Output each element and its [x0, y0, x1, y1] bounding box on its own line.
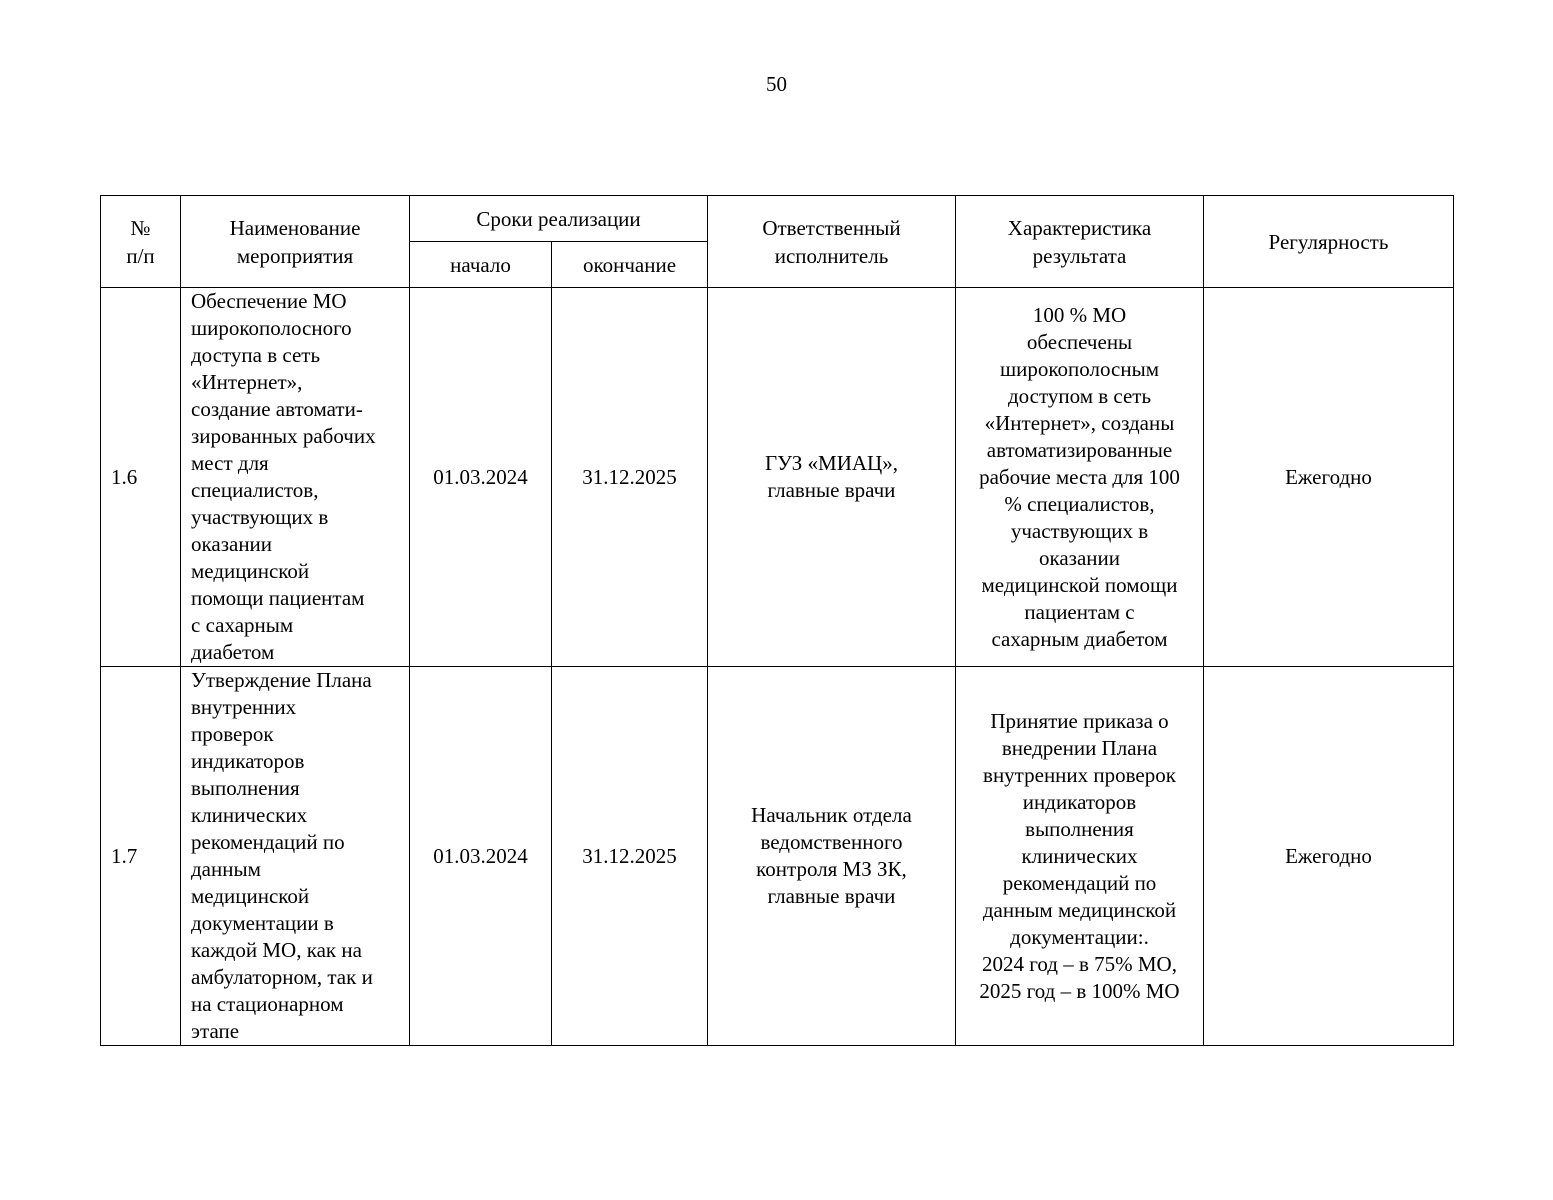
- row-activity-name: Обеспечение МО широкополосного доступа в сеть «Интернет», создание автомати- зированных рабочих мест для специалистов, участвующих в оказании медицинской помощи пациентам с сахарным диабетом: [181, 288, 410, 667]
- row-activity-name: Утверждение Плана внутренних проверок индикаторов выполнения клинических рекомендаций по данным медицинской документации в каждой МО, как на амбулаторном, так и на стационарном этапе: [181, 667, 410, 1046]
- row-result: Принятие приказа о внедрении Плана внутренних проверок индикаторов выполнения клинических рекомендаций по данным медицинской документации:. 2024 год – в 75% МО, 2025 год – в 100% МО: [956, 667, 1204, 1046]
- row-number: 1.6: [101, 288, 181, 667]
- header-end: окончание: [552, 242, 708, 288]
- row-executor: ГУЗ «МИАЦ», главные врачи: [708, 288, 956, 667]
- table-header-row: [101, 196, 1454, 242]
- row-number: 1.7: [101, 667, 181, 1046]
- row-end-date: 31.12.2025: [552, 667, 708, 1046]
- header-start: начало: [410, 242, 552, 288]
- header-executor: Ответственный исполнитель: [708, 196, 956, 288]
- activities-table: [100, 195, 1454, 1046]
- row-start-date: 01.03.2024: [410, 667, 552, 1046]
- row-regularity: Ежегодно: [1204, 288, 1454, 667]
- row-start-date: 01.03.2024: [410, 288, 552, 667]
- table-row: [101, 667, 1454, 1046]
- table-row: [101, 288, 1454, 667]
- page-number: 50: [766, 72, 787, 96]
- header-number: № п/п: [101, 196, 181, 288]
- row-executor: Начальник отдела ведомственного контроля МЗ ЗК, главные врачи: [708, 667, 956, 1046]
- header-name: Наименование мероприятия: [181, 196, 410, 288]
- row-result: 100 % МО обеспечены широкополосным доступом в сеть «Интернет», созданы автоматизированные рабочие места для 100 % специалистов, участвующих в оказании медицинской помощи пациентам с сахарным диабетом: [956, 288, 1204, 667]
- row-end-date: 31.12.2025: [552, 288, 708, 667]
- row-regularity: Ежегодно: [1204, 667, 1454, 1046]
- header-period: Сроки реализации: [410, 196, 708, 242]
- header-regularity: Регулярность: [1204, 196, 1454, 288]
- header-result: Характеристика результата: [956, 196, 1204, 288]
